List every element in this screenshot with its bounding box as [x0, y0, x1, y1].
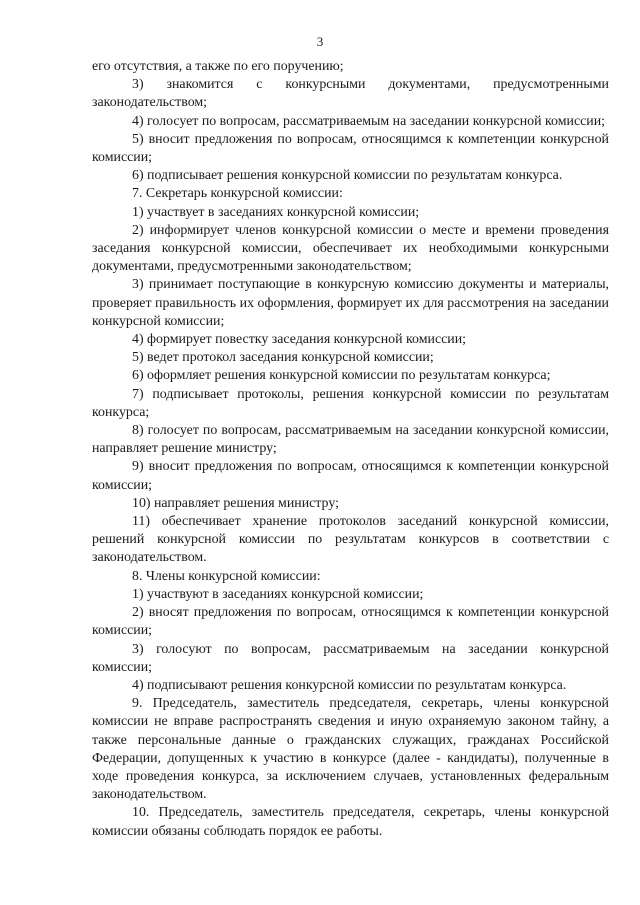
paragraph-chairman-item-5: 5) вносит предложения по вопросам, относящимся к компетенции конкурсной комиссии;	[92, 131, 609, 166]
paragraph-secretary-item-5: 5) ведет протокол заседания конкурсной комиссии;	[132, 350, 434, 366]
paragraph-secretary-item-3: 3) принимает поступающие в конкурсную комиссию документы и материалы, проверяет правильность их оформления, формирует их для рассмотрения на заседании конкурсной комиссии;	[92, 277, 609, 329]
paragraph-section-9: 9. Председатель, заместитель председателя, секретарь, члены конкурсной комиссии не вправе распространять сведения и иную охраняемую законом тайну, а также персональные данные о гражданских служащих, гражданах Российской Федерации, допущенных к участию в конкурсе (далее - кандидаты), полученные в ходе проведения конкурса, за исключением случаев, установленных федеральным законодательством.	[92, 696, 609, 803]
paragraph-members-item-1: 1) участвуют в заседаниях конкурсной комиссии;	[132, 586, 424, 602]
paragraph-members-item-3: 3) голосуют по вопросам, рассматриваемым на заседании конкурсной комиссии;	[92, 641, 609, 675]
paragraph-secretary-item-6: 6) оформляет решения конкурсной комиссии по результатам конкурса;	[132, 368, 551, 384]
paragraph-members-item-4: 4) подписывают решения конкурсной комиссии по результатам конкурса.	[132, 677, 567, 693]
paragraph-secretary-item-11: 11) обеспечивает хранение протоколов заседаний конкурсной комиссии, решений конкурсной комиссии по результатам конкурсов в соответствии с законодательством.	[92, 514, 609, 566]
paragraph-secretary-item-4: 4) формирует повестку заседания конкурсной комиссии;	[132, 332, 467, 348]
paragraph-secretary-item-2: 2) информирует членов конкурсной комиссии о месте и времени проведения заседания конкурсной комиссии, обеспечивает их необходимыми конкурсными документами, предусмотренными законодательством;	[92, 222, 609, 275]
paragraph-secretary-item-10: 10) направляет решения министру;	[132, 495, 339, 511]
paragraph-section-10: 10. Председатель, заместитель председателя, секретарь, члены конкурсной комиссии обязаны соблюдать порядок ее работы.	[92, 805, 609, 839]
paragraph-secretary-item-8: 8) голосует по вопросам, рассматриваемым на заседании конкурсной комиссии, направляет решение министру;	[92, 423, 609, 457]
paragraph-members-item-2: 2) вносят предложения по вопросам, относящимся к компетенции конкурсной комиссии;	[92, 605, 609, 639]
page-number: 3	[316, 34, 324, 49]
section-heading-secretary: 7. Секретарь конкурсной комиссии:	[132, 186, 343, 202]
paragraph-chairman-item-3: 3) знакомится с конкурсными документами, предусмотренными законодательством;	[92, 77, 609, 111]
paragraph-secretary-item-7: 7) подписывает протоколы, решения конкурсной комиссии по результатам конкурса;	[92, 386, 609, 420]
paragraph-chairman-item-4: 4) голосует по вопросам, рассматриваемым на заседании конкурсной комиссии;	[132, 113, 606, 129]
paragraph-secretary-item-9: 9) вносит предложения по вопросам, относящимся к компетенции конкурсной комиссии;	[92, 459, 609, 493]
section-heading-members: 8. Члены конкурсной комиссии:	[132, 568, 321, 584]
paragraph-chairman-item-6: 6) подписывает решения конкурсной комиссии по результатам конкурса.	[132, 168, 563, 184]
document-body	[92, 58, 609, 841]
paragraph-continuation: его отсутствия, а также по его поручению;	[92, 59, 344, 74]
paragraph-secretary-item-1: 1) участвует в заседаниях конкурсной комиссии;	[132, 204, 420, 220]
